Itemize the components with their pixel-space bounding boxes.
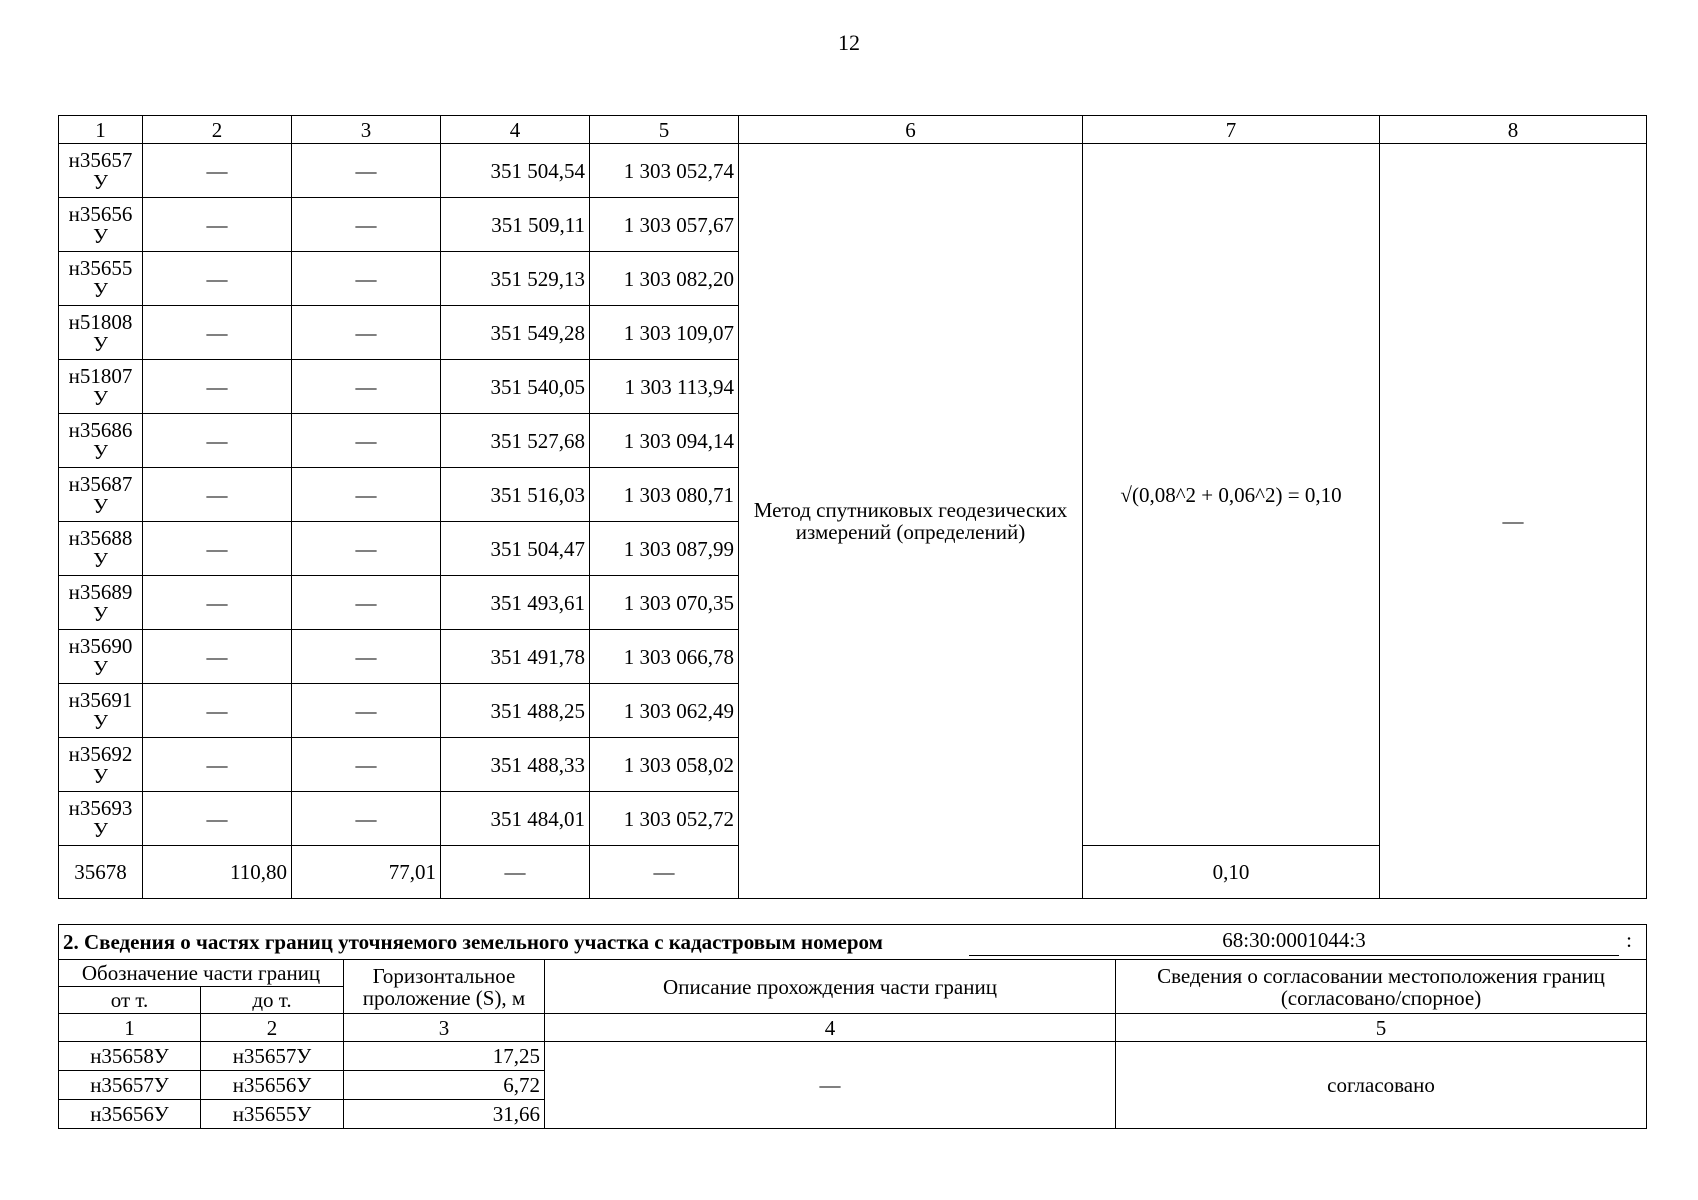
column-header-4: 4 [441, 116, 590, 144]
point-name: н51807 У [59, 360, 143, 414]
column-header-8: 8 [1380, 116, 1647, 144]
col-number-2: 2 [201, 1014, 344, 1042]
coord-y: 1 303 052,74 [590, 144, 739, 198]
dash-cell: — [292, 414, 441, 468]
dash-cell: — [292, 684, 441, 738]
accuracy-value: 0,10 [1083, 846, 1380, 899]
point-name: н35692 У [59, 738, 143, 792]
coord-x: 351 491,78 [441, 630, 590, 684]
coord-y: 1 303 082,20 [590, 252, 739, 306]
dash-cell: — [143, 684, 292, 738]
coord-x: 351 493,61 [441, 576, 590, 630]
dash-cell: — [292, 468, 441, 522]
point-name: н35657 У [59, 144, 143, 198]
dash-cell: — [292, 360, 441, 414]
coord-y: 1 303 052,72 [590, 792, 739, 846]
point-name: н35656 У [59, 198, 143, 252]
column-header-2: 2 [143, 116, 292, 144]
point-name: н35688 У [59, 522, 143, 576]
table-row [59, 144, 1647, 198]
accuracy-formula: √(0,08^2 + 0,06^2) = 0,10 [1083, 144, 1380, 846]
header-from: от т. [59, 987, 201, 1014]
dash-cell: — [292, 576, 441, 630]
dash-cell: — [143, 252, 292, 306]
from-point: н35658У [59, 1042, 201, 1071]
coord-y: 1 303 094,14 [590, 414, 739, 468]
method-cell: Метод спутниковых геодезических измерений (определений) [739, 144, 1083, 899]
dash-cell: — [292, 630, 441, 684]
coord-y: 1 303 066,78 [590, 630, 739, 684]
dash-cell: — [143, 198, 292, 252]
dash-cell: — [143, 414, 292, 468]
header-horizontal-length: Горизонтальное проложение (S), м [344, 960, 545, 1014]
coord-x: 351 549,28 [441, 306, 590, 360]
coord-x: 351 529,13 [441, 252, 590, 306]
column-header-6: 6 [739, 116, 1083, 144]
point-name: н35690 У [59, 630, 143, 684]
dash-cell: — [143, 738, 292, 792]
dash-cell: — [143, 468, 292, 522]
col-number-5: 5 [1116, 1014, 1647, 1042]
dash-cell: — [292, 738, 441, 792]
coord-x: 351 540,05 [441, 360, 590, 414]
coord-y: 1 303 109,07 [590, 306, 739, 360]
dash-cell: — [590, 846, 739, 899]
coord-y: 1 303 087,99 [590, 522, 739, 576]
horizontal-length: 17,25 [344, 1042, 545, 1071]
column-header-7: 7 [1083, 116, 1380, 144]
dash-cell: — [143, 144, 292, 198]
coord-x: 351 516,03 [441, 468, 590, 522]
point-name: н35655 У [59, 252, 143, 306]
dash-cell: — [143, 630, 292, 684]
point-name: н35689 У [59, 576, 143, 630]
dash-cell: — [143, 522, 292, 576]
point-name: н35687 У [59, 468, 143, 522]
section-title-text: 2. Сведения о частях границ уточняемого земельного участка с кадастровым номером [63, 930, 883, 954]
point-name: н35693 У [59, 792, 143, 846]
dash-cell: — [143, 306, 292, 360]
dash-cell: — [143, 792, 292, 846]
coord-x: 351 488,25 [441, 684, 590, 738]
coord-y: 1 303 062,49 [590, 684, 739, 738]
col8-dash: — [1380, 144, 1647, 899]
title-colon: : [1626, 928, 1633, 952]
to-point: н35655У [201, 1100, 344, 1129]
dash-cell: — [143, 576, 292, 630]
boundary-points-table [58, 115, 1647, 899]
column-header-5: 5 [590, 116, 739, 144]
section-title [59, 925, 1647, 960]
from-point: н35656У [59, 1100, 201, 1129]
horizontal-length: 6,72 [344, 1071, 545, 1100]
dash-cell: — [143, 360, 292, 414]
coord-y: 1 303 070,35 [590, 576, 739, 630]
dash-cell: — [292, 522, 441, 576]
header-description: Описание прохождения части границ [545, 960, 1116, 1014]
coord-x: 351 488,33 [441, 738, 590, 792]
coord-y: 1 303 058,02 [590, 738, 739, 792]
dash-cell: — [292, 144, 441, 198]
col-number-3: 3 [344, 1014, 545, 1042]
dash-cell: — [292, 306, 441, 360]
coord-y: 1 303 113,94 [590, 360, 739, 414]
coord-x: 351 504,54 [441, 144, 590, 198]
col-number-4: 4 [545, 1014, 1116, 1042]
to-point: н35657У [201, 1042, 344, 1071]
header-boundary-part: Обозначение части границ [59, 960, 344, 987]
cadastral-number: 68:30:0001044:3 [969, 928, 1619, 956]
point-name: 35678 [59, 846, 143, 899]
header-agreement: Сведения о согласовании местоположения границ (согласовано/спорное) [1116, 960, 1647, 1014]
coord-x: 351 509,11 [441, 198, 590, 252]
boundary-parts-table [58, 924, 1647, 1129]
description-value: — [545, 1042, 1116, 1129]
header-to: до т. [201, 987, 344, 1014]
horizontal-length: 31,66 [344, 1100, 545, 1129]
dash-cell: — [441, 846, 590, 899]
agreement-value: согласовано [1116, 1042, 1647, 1129]
col-number-1: 1 [59, 1014, 201, 1042]
column-header-1: 1 [59, 116, 143, 144]
coord-x: 351 484,01 [441, 792, 590, 846]
dash-cell: — [292, 252, 441, 306]
page-number: 12 [838, 30, 860, 55]
value-cell: 77,01 [292, 846, 441, 899]
to-point: н35656У [201, 1071, 344, 1100]
point-name: н51808 У [59, 306, 143, 360]
from-point: н35657У [59, 1071, 201, 1100]
column-header-3: 3 [292, 116, 441, 144]
value-cell: 110,80 [143, 846, 292, 899]
point-name: н35686 У [59, 414, 143, 468]
coord-y: 1 303 080,71 [590, 468, 739, 522]
dash-cell: — [292, 792, 441, 846]
coord-x: 351 504,47 [441, 522, 590, 576]
dash-cell: — [292, 198, 441, 252]
point-name: н35691 У [59, 684, 143, 738]
coord-y: 1 303 057,67 [590, 198, 739, 252]
coord-x: 351 527,68 [441, 414, 590, 468]
